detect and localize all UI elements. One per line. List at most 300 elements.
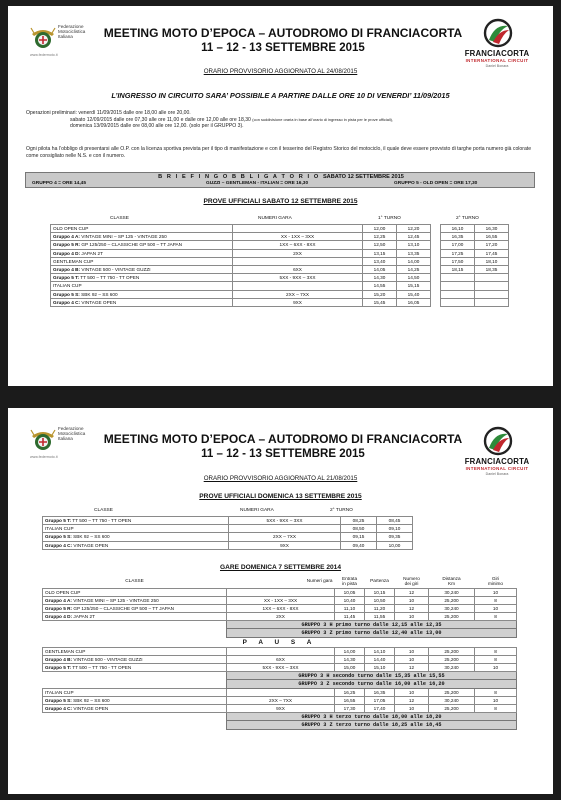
laps: 10 bbox=[395, 704, 429, 712]
ops-line-2: sabato 12/09/2015 dalle ore 07,30 alle ore 11,00 e dalle ore 12,00 alle ore 18,30 bbox=[70, 116, 251, 123]
spacer bbox=[431, 282, 441, 290]
ops-label: Operazioni preliminari: bbox=[26, 110, 77, 116]
spacer bbox=[43, 713, 227, 721]
race-numbers bbox=[233, 282, 363, 290]
briefing-guzzi: GUZZI – GENTLEMAN - ITALIAN = ORE 16,30 bbox=[206, 181, 309, 186]
class-name: VINTAGE OPEN bbox=[73, 706, 109, 712]
entry-time: 14,00 bbox=[335, 647, 365, 655]
group-label: Gruppo 5 R: bbox=[53, 242, 81, 248]
class-name: GP 125/250 – CLASSICHE GP 500 – TT JAPAN bbox=[81, 242, 183, 248]
group-label: Gruppo 4 D: bbox=[45, 614, 73, 620]
entry-time: 17,30 bbox=[335, 704, 365, 712]
entry-time: 14,30 bbox=[335, 655, 365, 663]
class-name: GENTLEMAN CUP bbox=[45, 648, 86, 654]
header-classe: CLASSE bbox=[110, 216, 129, 221]
table-row bbox=[51, 225, 509, 233]
gare-header-minimo: Giri minimo bbox=[487, 575, 504, 586]
circuit-name: FRANCIACORTA bbox=[464, 457, 530, 466]
turn1-start: 12,25 bbox=[363, 233, 397, 241]
class-cell bbox=[43, 533, 229, 541]
group3-note-row bbox=[43, 672, 517, 680]
distance: 30,240 bbox=[429, 588, 475, 596]
min-laps: 10 bbox=[475, 664, 517, 672]
start-time: 15,10 bbox=[365, 664, 395, 672]
group-label: Gruppo 5 S: bbox=[45, 697, 72, 703]
race-numbers bbox=[233, 225, 363, 233]
distance: 25,200 bbox=[429, 613, 475, 621]
table-row bbox=[51, 249, 509, 257]
turn2-start: 18,15 bbox=[441, 265, 475, 273]
class-cell bbox=[51, 241, 233, 249]
turn2-start: 16,10 bbox=[441, 225, 475, 233]
circuit-small: Daniel Bonara bbox=[485, 64, 509, 68]
group-label: Gruppo 5 T: bbox=[45, 518, 72, 524]
race-numbers bbox=[227, 647, 335, 655]
table-row bbox=[43, 704, 517, 712]
race-numbers: 6XX bbox=[227, 655, 335, 663]
prove-domenica-table bbox=[42, 516, 413, 550]
entry-notice: L’INGRESSO IN CIRCUITO SARA’ POSSIBILE A PARTIRE DALLE ORE 10 DI VENERDI’ 11/09/2015 bbox=[111, 91, 450, 100]
min-laps: 8 bbox=[475, 647, 517, 655]
circuit-subtitle: INTERNATIONAL CIRCUIT bbox=[465, 58, 529, 63]
class-cell bbox=[51, 290, 233, 298]
table-row bbox=[43, 596, 517, 604]
distance: 30,240 bbox=[429, 696, 475, 704]
race-numbers: 2XX – 7XX bbox=[227, 696, 335, 704]
fmi-url: www.federmoto.it bbox=[30, 53, 58, 57]
entry-time: 11,10 bbox=[335, 604, 365, 612]
table-row bbox=[43, 688, 517, 696]
class-name: VINTAGE 500 - VINTAGE GUZZI bbox=[81, 267, 151, 273]
circuit-small: Daniel Bonara bbox=[485, 472, 509, 476]
class-cell bbox=[43, 664, 227, 672]
class-name: GP 125/250 – CLASSICHE GP 500 – TT JAPAN bbox=[73, 605, 175, 611]
race-numbers: 2XX – 7XX bbox=[229, 533, 341, 541]
spacer bbox=[43, 680, 227, 688]
class-cell bbox=[43, 541, 229, 549]
turn2-end: 16,55 bbox=[475, 233, 509, 241]
spacer bbox=[43, 621, 227, 629]
distance: 25,200 bbox=[429, 704, 475, 712]
laps: 12 bbox=[395, 696, 429, 704]
race-numbers bbox=[229, 525, 341, 533]
circuit-flag-icon bbox=[483, 426, 513, 456]
laps: 12 bbox=[395, 588, 429, 596]
group-label: Gruppo 5 T: bbox=[45, 665, 72, 671]
gare-header-row bbox=[43, 574, 517, 588]
class-name: ITALIAN CUP bbox=[45, 689, 74, 695]
circuit-subtitle: INTERNATIONAL CIRCUIT bbox=[465, 466, 529, 471]
race-numbers: 5XX - 9XX – 3XX bbox=[229, 517, 341, 525]
turn1-start: 15,20 bbox=[363, 290, 397, 298]
turn1-start: 12,00 bbox=[363, 225, 397, 233]
turn1-end: 14,25 bbox=[397, 265, 431, 273]
turn2-end: 17,20 bbox=[475, 241, 509, 249]
group3-note: GRUPPO 3 H secondo turno dalle 15,35 alle 15,55 bbox=[227, 672, 517, 680]
start-time: 14,40 bbox=[365, 655, 395, 663]
turn1-end: 12,45 bbox=[397, 233, 431, 241]
entry-time: 10,05 bbox=[335, 588, 365, 596]
race-numbers: 9XX bbox=[227, 704, 335, 712]
table-row bbox=[43, 517, 413, 525]
min-laps: 10 bbox=[475, 588, 517, 596]
class-cell bbox=[43, 704, 227, 712]
race-numbers bbox=[227, 588, 335, 596]
group-label: Gruppo 4 A: bbox=[45, 597, 72, 603]
spacer bbox=[431, 257, 441, 265]
ops-line-1: venerdì 11/09/2015 dalle ore 18,00 alle ore 20,00. bbox=[78, 110, 191, 116]
race-numbers: 5XX - 9XX – 3XX bbox=[227, 664, 335, 672]
circuit-flag-icon bbox=[483, 18, 513, 48]
group3-note-row bbox=[43, 713, 517, 721]
class-name: VINTAGE 500 - VINTAGE GUZZI bbox=[73, 656, 143, 662]
fmi-emblem-icon bbox=[30, 424, 56, 454]
pausa-row bbox=[43, 637, 517, 647]
class-cell bbox=[51, 274, 233, 282]
class-name: SBK 92 – SS 600 bbox=[73, 534, 110, 540]
laps: 12 bbox=[395, 664, 429, 672]
start-time: 17,40 bbox=[365, 704, 395, 712]
laps: 10 bbox=[395, 613, 429, 621]
turn-end: 09,10 bbox=[377, 525, 413, 533]
turn1-end: 16,05 bbox=[397, 298, 431, 306]
fmi-name: Federazione Motociclistica Italiana bbox=[58, 24, 86, 40]
spacer bbox=[431, 233, 441, 241]
header-turno-1: 1° TURNO bbox=[378, 216, 401, 221]
group3-note: GRUPPO 3 Z secondo turno dalle 16,00 alle 16,20 bbox=[227, 680, 517, 688]
race-numbers: 1XX – 6XX - 8XX bbox=[227, 604, 335, 612]
class-cell bbox=[51, 249, 233, 257]
class-cell bbox=[43, 655, 227, 663]
start-time: 17,05 bbox=[365, 696, 395, 704]
class-name: OLD OPEN CUP bbox=[45, 589, 81, 595]
race-numbers: 6XX bbox=[233, 265, 363, 273]
turn2-start bbox=[441, 274, 475, 282]
class-cell bbox=[43, 596, 227, 604]
group3-note: GRUPPO 3 H primo turno dalle 12,15 alle 12,35 bbox=[227, 621, 517, 629]
race-numbers bbox=[233, 257, 363, 265]
turn2-start: 17,00 bbox=[441, 241, 475, 249]
turn1-end: 14,50 bbox=[397, 274, 431, 282]
turn1-start: 13,15 bbox=[363, 249, 397, 257]
race-numbers: 2XX bbox=[227, 613, 335, 621]
class-name: TT 500 – TT 750 - TT OPEN bbox=[72, 665, 132, 671]
table-row bbox=[43, 647, 517, 655]
turn2-end: 16,30 bbox=[475, 225, 509, 233]
gare-title: GARE DOMENICA 7 SETTEMBRE 2014 bbox=[219, 564, 342, 571]
start-time: 11,55 bbox=[365, 613, 395, 621]
table-row bbox=[43, 604, 517, 612]
gare-header-giri: Numero dei giri bbox=[403, 575, 420, 586]
start-time: 16,35 bbox=[365, 688, 395, 696]
start-time: 14,10 bbox=[365, 647, 395, 655]
group-label: Gruppo 4 C: bbox=[45, 542, 73, 548]
distance: 30,240 bbox=[429, 664, 475, 672]
gare-header-classe: CLASSE bbox=[125, 578, 144, 584]
fmi-logo bbox=[30, 20, 110, 60]
table-row bbox=[51, 233, 509, 241]
group3-note-row bbox=[43, 629, 517, 637]
class-name: JAPAN 2T bbox=[73, 614, 95, 620]
min-laps: 10 bbox=[475, 604, 517, 612]
class-name: TT 500 – TT 750 - TT OPEN bbox=[72, 518, 132, 524]
race-numbers: 2XX – 7XX bbox=[233, 290, 363, 298]
entry-time: 15,00 bbox=[335, 664, 365, 672]
turn2-start: 16,35 bbox=[441, 233, 475, 241]
spacer bbox=[431, 225, 441, 233]
entry-time: 11,45 bbox=[335, 613, 365, 621]
class-cell bbox=[43, 688, 227, 696]
distance: 25,200 bbox=[429, 647, 475, 655]
group3-note: GRUPPO 3 H terzo turno dalle 18,00 alle 18,20 bbox=[227, 713, 517, 721]
min-laps: 8 bbox=[475, 704, 517, 712]
gare-header-entrata: Entrata in pista bbox=[341, 575, 358, 586]
min-laps: 10 bbox=[475, 696, 517, 704]
turn1-start: 14,30 bbox=[363, 274, 397, 282]
pilot-note: Ogni pilota ha l’obbligo di presentarsi alle O.P. con la licenza sportiva prevista per il tipo di manifestazione e con il tesserino del Registro Storico del motociclo, il quale deve essere provvisto di targhe porta numero già colorate come consigliato nelle N.S. e con il numero. bbox=[26, 146, 532, 159]
class-name: VINTAGE OPEN bbox=[81, 299, 117, 305]
laps: 10 bbox=[395, 647, 429, 655]
turn-end: 08,45 bbox=[377, 517, 413, 525]
race-numbers: 5XX - 9XX – 3XX bbox=[233, 274, 363, 282]
race-numbers: 9XX bbox=[233, 298, 363, 306]
turn1-start: 13,40 bbox=[363, 257, 397, 265]
entry-time: 16,55 bbox=[335, 696, 365, 704]
gare-table bbox=[42, 574, 517, 730]
class-name: GENTLEMAN CUP bbox=[53, 258, 94, 264]
header-numeri: NUMERI GARA bbox=[258, 216, 292, 221]
turn2-end bbox=[475, 290, 509, 298]
class-name: ITALIAN CUP bbox=[45, 526, 74, 532]
spacer bbox=[431, 265, 441, 273]
turn1-end: 13,35 bbox=[397, 249, 431, 257]
briefing-g4: GRUPPO 4 = ORE 14,45 bbox=[32, 181, 86, 186]
group3-note: GRUPPO 3 Z primo turno dalle 12,40 alle 13,00 bbox=[227, 629, 517, 637]
turn1-end: 15,15 bbox=[397, 282, 431, 290]
table-row bbox=[43, 655, 517, 663]
turn1-end: 14,00 bbox=[397, 257, 431, 265]
race-numbers bbox=[227, 688, 335, 696]
race-numbers: XX - 1XX – 3XX bbox=[233, 233, 363, 241]
class-cell bbox=[43, 517, 229, 525]
class-cell bbox=[43, 604, 227, 612]
group-label: Gruppo 5 R: bbox=[45, 605, 73, 611]
class-cell bbox=[43, 613, 227, 621]
orario-label-2: ORARIO PROVVISORIO AGGIORNATO AL 21/08/2015 bbox=[203, 475, 358, 482]
spacer bbox=[431, 241, 441, 249]
turn2-end bbox=[475, 282, 509, 290]
race-numbers: XX - 1XX – 3XX bbox=[227, 596, 335, 604]
class-cell bbox=[51, 265, 233, 273]
class-cell bbox=[51, 233, 233, 241]
distance: 25,200 bbox=[429, 596, 475, 604]
spacer bbox=[431, 298, 441, 306]
race-numbers: 1XX – 6XX - 8XX bbox=[233, 241, 363, 249]
class-name: SBK 92 – SS 600 bbox=[73, 697, 110, 703]
event-title: MEETING MOTO D’EPOCA – AUTODROMO DI FRANCIACORTA bbox=[103, 26, 463, 40]
group3-note: GRUPPO 3 Z terzo turno dalle 18,25 alle 18,45 bbox=[227, 721, 517, 729]
turn-end: 09,35 bbox=[377, 533, 413, 541]
table-row bbox=[51, 274, 509, 282]
fmi-logo-2 bbox=[30, 422, 110, 462]
gare-header-numeri: Numeri gara bbox=[306, 578, 333, 584]
briefing-title: B R I E F I N G O B B L I G A T O R I O SABATO 12 SETTEMBRE 2015 bbox=[158, 174, 404, 180]
turn2-end bbox=[475, 298, 509, 306]
table-row bbox=[43, 696, 517, 704]
table-row bbox=[51, 282, 509, 290]
header-classe-2: CLASSE bbox=[94, 508, 113, 513]
table-row bbox=[51, 290, 509, 298]
fmi-url: www.federmoto.it bbox=[30, 455, 58, 459]
min-laps: 8 bbox=[475, 596, 517, 604]
spacer bbox=[43, 629, 227, 637]
class-name: VINTAGE MINI – SP 125 - VINTAGE 250 bbox=[73, 597, 159, 603]
turn1-end: 13,10 bbox=[397, 241, 431, 249]
class-cell bbox=[43, 525, 229, 533]
turn1-end: 15,40 bbox=[397, 290, 431, 298]
prove-sabato-title: PROVE UFFICIALI SABATO 12 SETTEMBRE 2015 bbox=[203, 198, 358, 205]
briefing-g5: GRUPPO 5 - OLD OPEN = ORE 17,30 bbox=[394, 181, 478, 186]
page-title bbox=[100, 26, 466, 56]
schedule-page-2 bbox=[8, 408, 553, 794]
distance: 25,200 bbox=[429, 688, 475, 696]
table-row bbox=[43, 588, 517, 596]
circuit-name: FRANCIACORTA bbox=[464, 49, 530, 58]
orario-label: ORARIO PROVVISORIO AGGIORNATO AL 24/08/2015 bbox=[203, 68, 358, 75]
start-time: 10,50 bbox=[365, 596, 395, 604]
class-name: ITALIAN CUP bbox=[53, 283, 82, 289]
gare-header-distanza: Distanza Km bbox=[442, 575, 461, 586]
class-name: OLD OPEN CUP bbox=[53, 226, 89, 232]
turn1-start: 15,45 bbox=[363, 298, 397, 306]
turn2-start bbox=[441, 298, 475, 306]
class-name: JAPAN 2T bbox=[81, 250, 103, 256]
start-time: 10,15 bbox=[365, 588, 395, 596]
fmi-emblem-icon bbox=[30, 22, 56, 52]
header-turno-2b: 2° TURNO bbox=[330, 508, 353, 513]
group-label: Gruppo 4 D: bbox=[53, 250, 81, 256]
pausa-label: P A U S A bbox=[242, 638, 317, 646]
schedule-page-1 bbox=[8, 6, 553, 386]
entry-time: 10,40 bbox=[335, 596, 365, 604]
spacer bbox=[431, 290, 441, 298]
turn2-start: 17,25 bbox=[441, 249, 475, 257]
event-dates: 11 – 12 - 13 SETTEMBRE 2015 bbox=[201, 448, 365, 460]
group-label: Gruppo 5 S: bbox=[45, 534, 72, 540]
table-row bbox=[51, 265, 509, 273]
distance: 25,200 bbox=[429, 655, 475, 663]
prove-domenica-title: PROVE UFFICIALI DOMENICA 13 SETTEMBRE 2015 bbox=[199, 493, 362, 500]
start-time: 11,20 bbox=[365, 604, 395, 612]
class-cell bbox=[51, 257, 233, 265]
group-label: Gruppo 4 B: bbox=[53, 267, 81, 273]
class-name: SBK 92 – SS 600 bbox=[81, 291, 118, 297]
min-laps: 8 bbox=[475, 655, 517, 663]
laps: 10 bbox=[395, 596, 429, 604]
spacer bbox=[431, 274, 441, 282]
header-numeri-2: NUMERI GARA bbox=[240, 508, 274, 513]
turn2-end: 17,45 bbox=[475, 249, 509, 257]
laps: 10 bbox=[395, 688, 429, 696]
turn-end: 10,00 bbox=[377, 541, 413, 549]
class-cell bbox=[43, 696, 227, 704]
spacer bbox=[43, 721, 227, 729]
group-label: Gruppo 4 A: bbox=[53, 234, 80, 240]
briefing-box bbox=[25, 172, 535, 188]
preliminary-ops bbox=[26, 110, 536, 130]
min-laps: 8 bbox=[475, 613, 517, 621]
turn-start: 09,40 bbox=[341, 541, 377, 549]
spacer bbox=[43, 672, 227, 680]
turn1-start: 14,55 bbox=[363, 282, 397, 290]
event-dates: 11 – 12 - 13 SETTEMBRE 2015 bbox=[201, 42, 365, 54]
min-laps: 8 bbox=[475, 688, 517, 696]
race-numbers: 2XX bbox=[233, 249, 363, 257]
class-cell bbox=[51, 225, 233, 233]
class-name: VINTAGE OPEN bbox=[73, 542, 109, 548]
gare-header-partenza: Partenza bbox=[370, 578, 389, 584]
class-cell bbox=[51, 282, 233, 290]
prove-sabato-table bbox=[50, 224, 509, 307]
class-cell bbox=[43, 588, 227, 596]
spacer bbox=[431, 249, 441, 257]
class-cell bbox=[51, 298, 233, 306]
turn-start: 09,15 bbox=[341, 533, 377, 541]
table-row bbox=[51, 241, 509, 249]
class-name: VINTAGE MINI – SP 125 - VINTAGE 250 bbox=[81, 234, 167, 240]
group-label: Gruppo 5 S: bbox=[53, 291, 80, 297]
fmi-name: Federazione Motociclistica Italiana bbox=[58, 426, 86, 442]
distance: 30,240 bbox=[429, 604, 475, 612]
class-name: TT 500 – TT 750 - TT OPEN bbox=[80, 275, 140, 281]
turn2-end: 18,35 bbox=[475, 265, 509, 273]
event-title: MEETING MOTO D’EPOCA – AUTODROMO DI FRANCIACORTA bbox=[103, 432, 463, 446]
race-numbers: 9XX bbox=[229, 541, 341, 549]
table-row bbox=[51, 298, 509, 306]
entry-time: 16,25 bbox=[335, 688, 365, 696]
turn1-end: 12,20 bbox=[397, 225, 431, 233]
table-row bbox=[43, 613, 517, 621]
turn-start: 08,25 bbox=[341, 517, 377, 525]
turn2-start: 17,50 bbox=[441, 257, 475, 265]
table-row bbox=[43, 664, 517, 672]
turn1-start: 12,50 bbox=[363, 241, 397, 249]
ops-line-2-note: (con suddivisione oraria in base all’orario di ingresso in pista per le prove ufficiali), bbox=[252, 116, 394, 122]
group-label: Gruppo 5 T: bbox=[53, 275, 80, 281]
table-row bbox=[43, 533, 413, 541]
turn2-end bbox=[475, 274, 509, 282]
header-turno-2: 2° TURNO bbox=[456, 216, 479, 221]
turn2-start bbox=[441, 290, 475, 298]
group3-note-row bbox=[43, 721, 517, 729]
table-row bbox=[43, 541, 413, 549]
ops-line-3: domenica 13/09/2015 dalle ore 08,00 alle ore 12,00. (solo per il GRUPPO 3). bbox=[70, 123, 244, 130]
class-cell bbox=[43, 647, 227, 655]
group-label: Gruppo 4 C: bbox=[53, 299, 81, 305]
table-row bbox=[43, 525, 413, 533]
turn1-start: 14,05 bbox=[363, 265, 397, 273]
table-row bbox=[51, 257, 509, 265]
group3-note-row bbox=[43, 621, 517, 629]
laps: 12 bbox=[395, 604, 429, 612]
turn2-end: 18,10 bbox=[475, 257, 509, 265]
group3-note-row bbox=[43, 680, 517, 688]
page-title-2 bbox=[100, 432, 466, 462]
turn2-start bbox=[441, 282, 475, 290]
laps: 10 bbox=[395, 655, 429, 663]
group-label: Gruppo 4 B: bbox=[45, 656, 73, 662]
group-label: Gruppo 4 C: bbox=[45, 706, 73, 712]
